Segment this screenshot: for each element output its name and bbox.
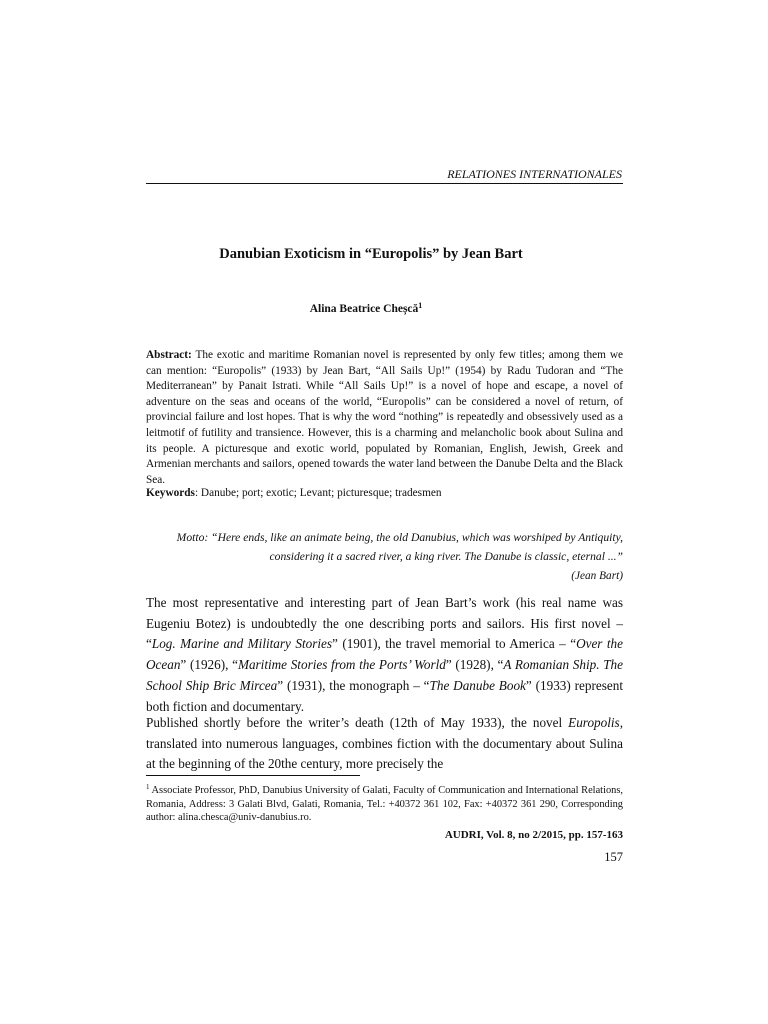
p2-text-b: , translated into numerous languages, combines fiction with the documentary about Sulina at the beginning of the 20the century, more precisely the <box>146 715 623 772</box>
p1-text-a: The most representative and interesting part of Jean Bart’s work (his real name was Eugeniu Botez) is undoubtedly the one describing ports and sailors. His first novel – “ <box>146 595 623 652</box>
keywords <box>146 486 623 501</box>
header-rule <box>146 183 623 184</box>
motto-quote: Motto: “Here ends, like an animate being, the old Danubius, which was worshiped by Antiquity, considering it a sacred river, a king river. The Danube is classic, eternal ...” <box>176 531 623 563</box>
keywords-text: : Danube; port; exotic; Levant; picturesque; tradesmen <box>194 487 442 499</box>
keywords-label: Keywords <box>146 487 195 499</box>
author-footnote-marker: 1 <box>418 301 423 310</box>
p1-work-title-1: Log. Marine and Military Stories <box>151 636 332 652</box>
footnote-rule <box>146 775 360 776</box>
p1-work-title-2: Over the Ocean <box>146 636 623 673</box>
p2-work-title-1: Europolis <box>568 715 620 730</box>
p1-text-e: ” (1931), the monograph – “ <box>277 677 430 693</box>
p1-work-title-4: A Romanian Ship. The School Ship Bric Mircea <box>146 657 623 693</box>
p1-work-title-5: The Danube Book <box>429 677 526 693</box>
article-title: Danubian Exoticism in “Europolis” by Jean Bart <box>219 246 523 262</box>
p1-work-title-3: Maritime Stories from the Ports’ World <box>237 657 446 673</box>
p2-text-a: Published shortly before the writer’s death (12th of May 1933), the novel <box>146 715 569 730</box>
abstract-text: The exotic and maritime Romanian novel is represented by only few titles; among them we can mention: “Europolis” (1933) by Jean Bart, “All Sails Up!” (1954) by Radu Tudoran and “The Mediterranean” by Panait Istrati. While “All Sails Up!” is a novel of hope and escape, a novel of adventure on the seas and oceans of the world, “Europolis” can be considered a novel of return, of provincial failure and lost hopes. That is why the word “nothing” is repeatedly and obsessively used as a leitmotif of futility and transience. However, this is a charming and melancholic book about Sulina and its people. A picturesque and exotic world, populated by Romanian, English, Jewish, Greek and Armenian merchants and sailors, opened towards the water land between the Danube Delta and the Black Sea. <box>146 349 623 486</box>
abstract <box>146 348 623 488</box>
footnote-text: Associate Professor, PhD, Danubius University of Galati, Faculty of Communication and International Relations, Romania, Address: 3 Galati Blvd, Galati, Romania, Tel.: +40372 361 102, Fax: +40372 361 290, Corresponding author: alina.chesca@univ-danubius.ro. <box>146 785 623 824</box>
p1-text-c: ” (1926), “ <box>180 657 238 673</box>
motto-source: (Jean Bart) <box>571 570 623 582</box>
footnote <box>146 781 623 825</box>
running-header: RELATIONES INTERNATIONALES <box>447 167 622 181</box>
body-paragraph-1 <box>146 593 623 717</box>
body-paragraph-2 <box>146 713 623 775</box>
journal-citation: AUDRI, Vol. 8, no 2/2015, pp. 157-163 <box>444 829 623 841</box>
p1-text-b: ” (1901), the travel memorial to America – “ <box>332 636 577 652</box>
author-line <box>146 301 586 315</box>
abstract-label: Abstract: <box>146 349 192 361</box>
page-number: 157 <box>604 850 623 864</box>
footnote-marker: 1 <box>146 783 150 791</box>
p1-text-d: ” (1928), “ <box>445 657 504 673</box>
p1-text-f: ” (1933) represent both fiction and documentary. <box>146 677 623 714</box>
author-name: Alina Beatrice Cheșcă <box>309 303 419 315</box>
